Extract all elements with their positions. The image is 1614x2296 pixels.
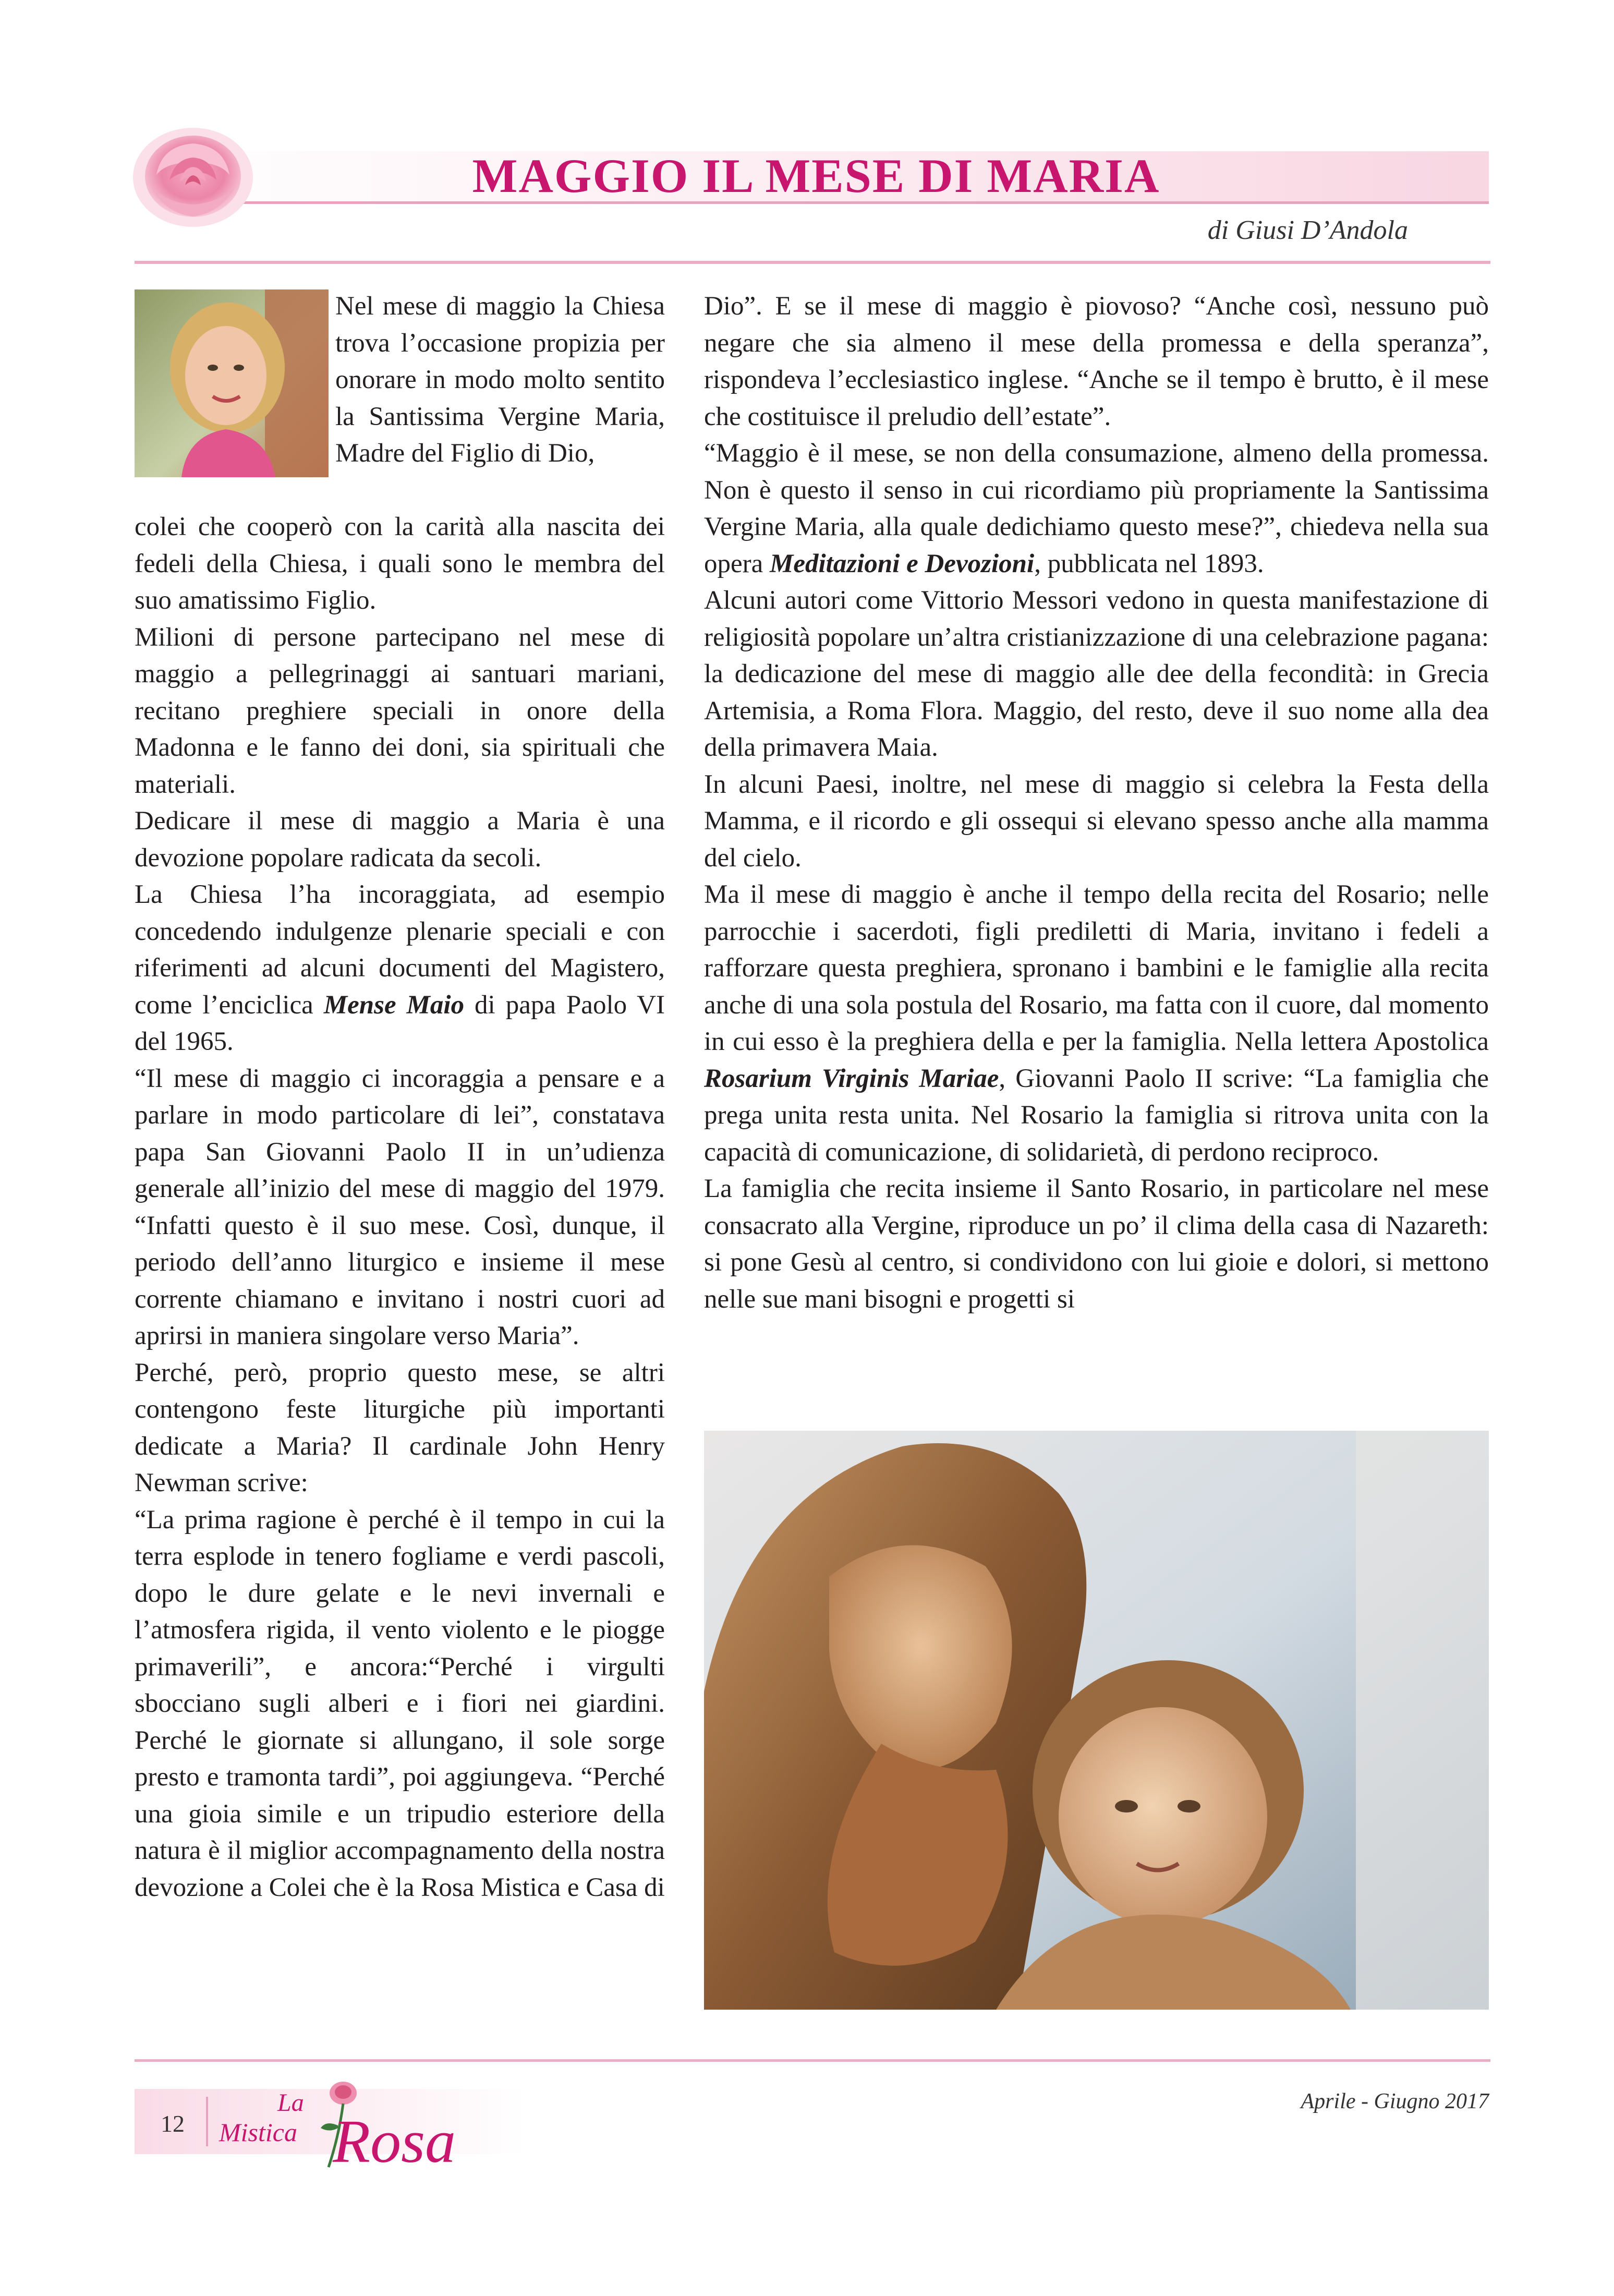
paragraph	[135, 876, 665, 1060]
paragraph: Dio”. E se il mese di maggio è piovoso? “Anche così, nessuno può negare che sia almeno il mese della promessa e della speranza”, rispondeva l’ecclesiastico inglese. “Anche se il tempo è brutto, è il mese che costituisce il preludio dell’estate”.	[704, 292, 1489, 431]
logo-mistica: Mistica	[219, 2118, 297, 2147]
text: , Giovanni Paolo II scrive: “La famiglia che prega unita resta unita. Nel Rosario la famiglia si ritrova unita con la capacità di comunicazione, di solidarietà, di perdono reciproco.	[704, 1064, 1489, 1167]
right-column	[704, 288, 1489, 1318]
paragraph: In alcuni Paesi, inoltre, nel mese di maggio si celebra la Festa della Mamma, e il ricordo e gli ossequi si elevano spesso anche alla mamma del cielo.	[704, 769, 1489, 873]
paragraph: “Il mese di maggio ci incoraggia a pensare e a parlare in modo particolare di lei”, constatava papa San Giovanni Paolo II in un’udienza generale all’inizio del mese di maggio del 1979. “Infatti questo è il suo mese. Così, dunque, il periodo dell’anno liturgico e insieme il mese corrente chiamano e invitano i nostri cuori ad aprirsi in maniera singolare verso Maria”.	[135, 1064, 665, 1350]
logo-rosa: Rosa	[333, 2107, 456, 2172]
text: “Maggio è il mese, se non della consumazione, almeno della promessa. Non è questo il senso in cui ricordiamo più propriamente la Santissima Vergine Maria, alla quale dedichiamo questo mese?”, chiedeva nella sua opera	[704, 439, 1489, 578]
page-number: 12	[161, 2110, 185, 2137]
logo-la: La	[277, 2089, 304, 2117]
paragraph: Alcuni autori come Vittorio Messori vedono in questa manifestazione di religiosità popolare un’altra cristianizzazione di una celebrazione pagana: la dedicazione del mese di maggio alle dee della fecondità: in Grecia Artemisia, a Roma Flora. Maggio, del resto, deve il suo nome alla dea della primavera Maia.	[704, 586, 1489, 762]
article-intro	[335, 288, 665, 472]
paragraph: Dedicare il mese di maggio a Maria è una devozione popolare radicata da secoli.	[135, 806, 665, 873]
rose-icon	[125, 115, 261, 235]
header-divider	[135, 261, 1490, 264]
madonna-child-photo	[704, 1431, 1489, 2010]
book-title: Meditazioni e Devozioni	[770, 549, 1035, 578]
paragraph: colei che cooperò con la carità alla nascita dei fedeli della Chiesa, i quali sono le membra del suo amatissimo Figlio.	[135, 512, 665, 615]
paragraph	[704, 435, 1489, 582]
left-column	[135, 509, 665, 1906]
letter-title: Rosarium Virginis Mariae	[704, 1064, 999, 1093]
issue-date: Aprile - Giugno 2017	[1301, 2089, 1489, 2113]
paragraph: Nel mese di maggio la Chiesa trova l’occasione propizia per onorare in modo molto sentito la Santissima Vergine Maria, Madre del Figlio di Dio,	[335, 292, 665, 468]
magazine-logo	[209, 2079, 501, 2172]
text: Ma il mese di maggio è anche il tempo della recita del Rosario; nelle parrocchie i sacerdoti, figli prediletti di Maria, invitano i fedeli a rafforzare questa preghiera, spronano i bambini e le famiglie alla recita anche di una sola postula del Rosario, ma fatta con il cuore, dal momento in cui esso è la preghiera della e per la famiglia. Nella lettera Apostolica	[704, 880, 1489, 1056]
article-title: MAGGIO IL MESE DI MARIA	[472, 149, 1160, 202]
author-photo	[135, 289, 329, 477]
text: La Chiesa l’ha incoraggiata, ad esempio concedendo indulgenze plenarie speciali e con riferimenti ad alcuni documenti del Magistero, come l’enciclica	[135, 880, 665, 1020]
paragraph	[704, 876, 1489, 1170]
text: , pubblicata nel 1893.	[1034, 549, 1264, 578]
text: di papa Paolo VI del 1965.	[135, 990, 665, 1056]
footer-divider	[135, 2059, 1490, 2062]
paragraph: Milioni di persone partecipano nel mese di maggio a pellegrinaggi ai santuari mariani, recitano preghiere speciali in onore della Madonna e le fanno dei doni, sia spirituali che materiali.	[135, 622, 665, 799]
footer-separator	[206, 2097, 208, 2146]
paragraph: Perché, però, proprio questo mese, se altri contengono feste liturgiche più importanti dedicate a Maria? Il cardinale John Henry Newman scrive:	[135, 1358, 665, 1497]
author-byline: di Giusi D’Andola	[1207, 215, 1408, 245]
encyclical-title: Mense Maio	[323, 990, 465, 1020]
paragraph: La famiglia che recita insieme il Santo Rosario, in particolare nel mese consacrato alla Vergine, riproduce un po’ il clima della casa di Nazareth: si pone Gesù al centro, si condividono con lui gioie e dolori, si mettono nelle sue mani bisogni e progetti si	[704, 1174, 1489, 1314]
paragraph: “La prima ragione è perché è il tempo in cui la terra esplode in tenero fogliame e verdi pascoli, dopo le dure gelate e le nevi invernali e l’atmosfera rigida, il vento violento e le piogge primaverili”, e ancora:“Perché i virgulti sbocciano sugli alberi e i fiori nei giardini. Perché le giornate si allungano, il sole sorge presto e tramonta tardi”, poi aggiungeva. “Perché una gioia simile e un tripudio esteriore della natura è il miglior accompagnamento della nostra devozione a Colei che è la Rosa Mistica e Casa di	[135, 1505, 665, 1902]
